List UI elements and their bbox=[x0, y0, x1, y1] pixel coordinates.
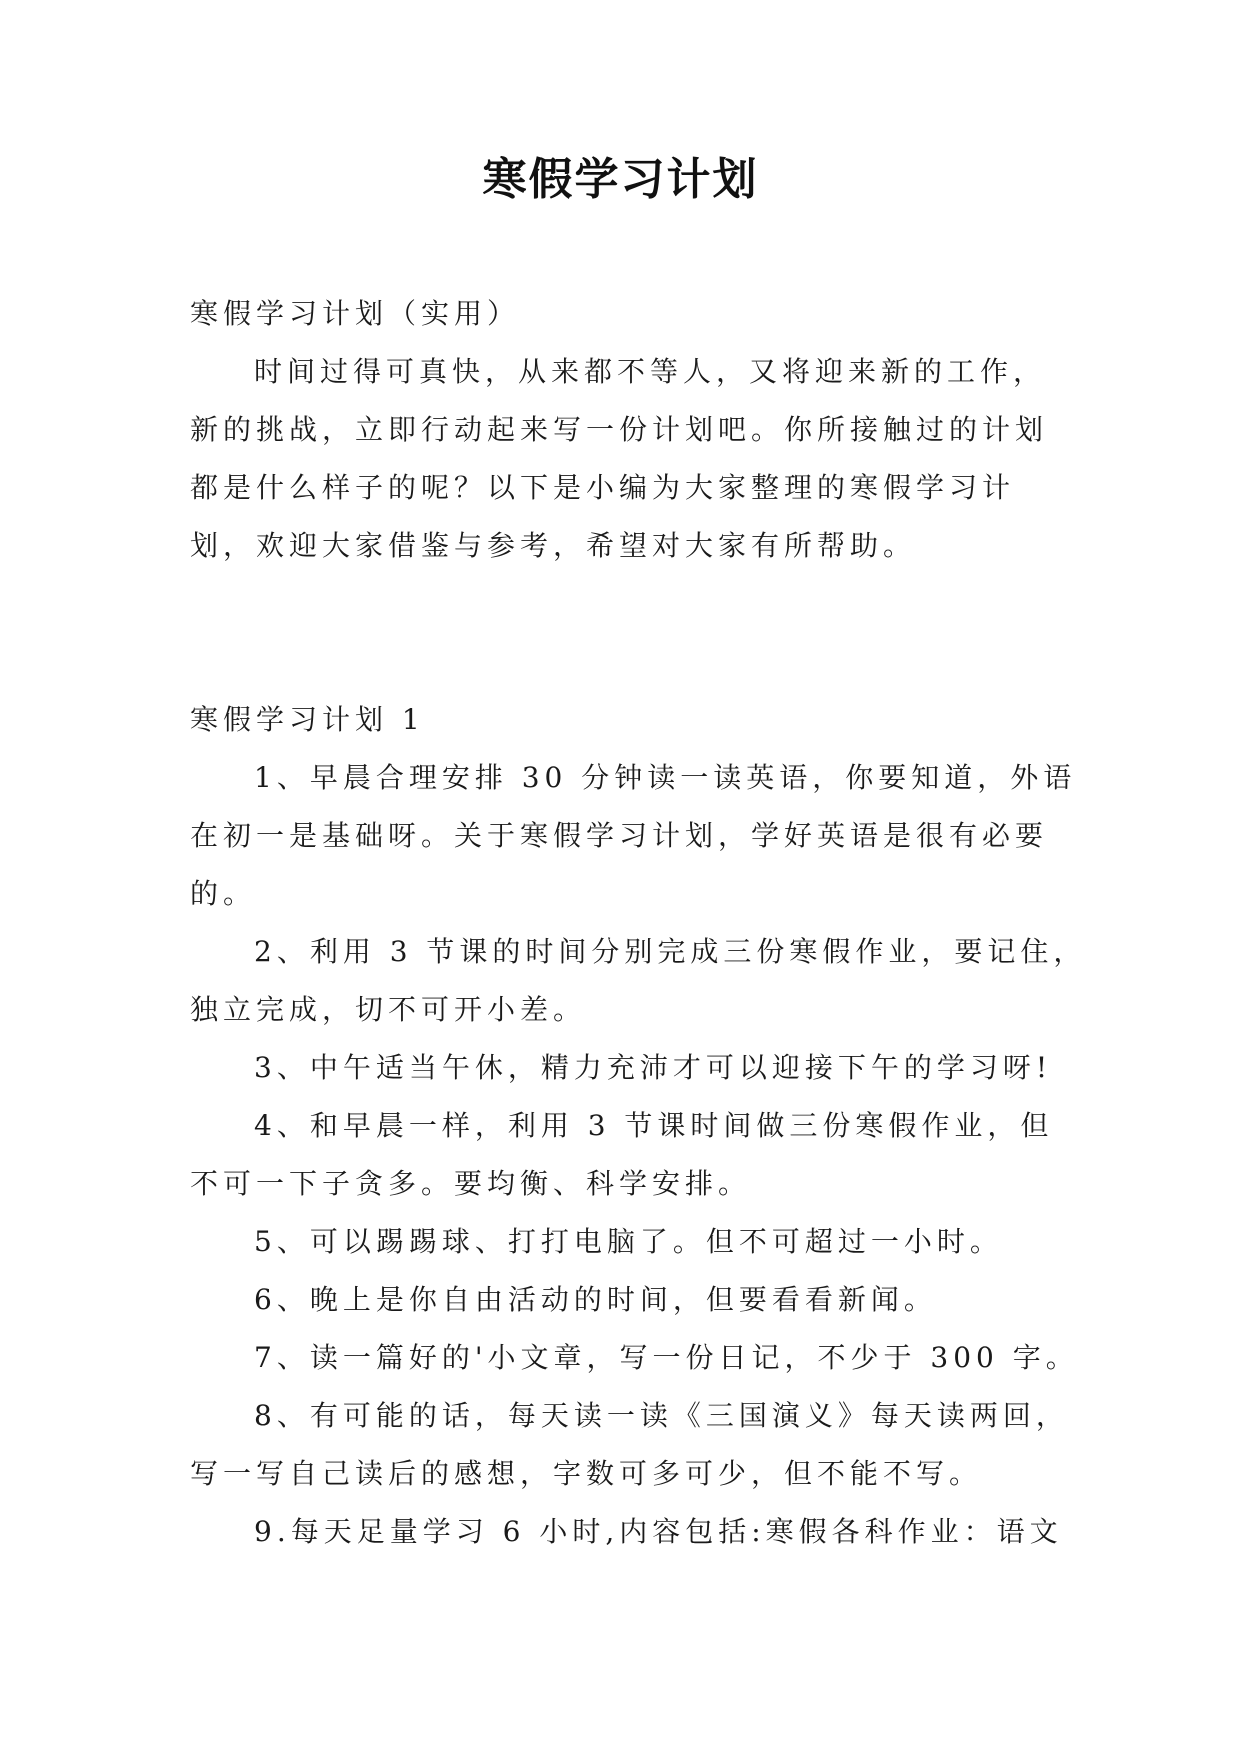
intro-line: 新的挑战，立即行动起来写一份计划吧。你所接触过的计划 bbox=[190, 413, 1049, 446]
section-heading: 寒假学习计划 1 bbox=[190, 703, 425, 736]
body-line: 写一写自己读后的感想，字数可多可少，但不能不写。 bbox=[190, 1457, 983, 1490]
body-line: 1、早晨合理安排 30 分钟读一读英语，你要知道，外语 bbox=[254, 761, 1077, 794]
body-line: 8、有可能的话，每天读一读《三国演义》每天读两回， bbox=[254, 1399, 1069, 1432]
body-line: 在初一是基础呀。关于寒假学习计划，学好英语是很有必要 bbox=[190, 819, 1049, 852]
body-line: 3、中午适当午休，精力充沛才可以迎接下午的学习呀! bbox=[254, 1051, 1053, 1084]
body-line: 6、晚上是你自由活动的时间，但要看看新闻。 bbox=[254, 1283, 937, 1316]
body-line: 4、和早晨一样，利用 3 节课时间做三份寒假作业，但 bbox=[254, 1109, 1054, 1142]
body-line: 9.每天足量学习 6 小时,内容包括:寒假各科作业：语文 bbox=[254, 1515, 1063, 1548]
intro-line: 时间过得可真快，从来都不等人，又将迎来新的工作， bbox=[254, 355, 1047, 388]
body-line: 7、读一篇好的'小文章，写一份日记，不少于 300 字。 bbox=[254, 1341, 1079, 1374]
intro-heading: 寒假学习计划（实用） bbox=[190, 297, 521, 330]
body-line: 5、可以踢踢球、打打电脑了。但不可超过一小时。 bbox=[254, 1225, 1003, 1258]
intro-line: 都是什么样子的呢？以下是小编为大家整理的寒假学习计 bbox=[190, 471, 1016, 504]
body-line: 独立完成，切不可开小差。 bbox=[190, 993, 587, 1026]
intro-line: 划，欢迎大家借鉴与参考，希望对大家有所帮助。 bbox=[190, 529, 917, 562]
body-line: 2、利用 3 节课的时间分别完成三份寒假作业，要记住， bbox=[254, 935, 1087, 968]
body-line: 不可一下子贪多。要均衡、科学安排。 bbox=[190, 1167, 752, 1200]
document-title: 寒假学习计划 bbox=[482, 154, 759, 205]
body-line: 的。 bbox=[190, 877, 257, 910]
